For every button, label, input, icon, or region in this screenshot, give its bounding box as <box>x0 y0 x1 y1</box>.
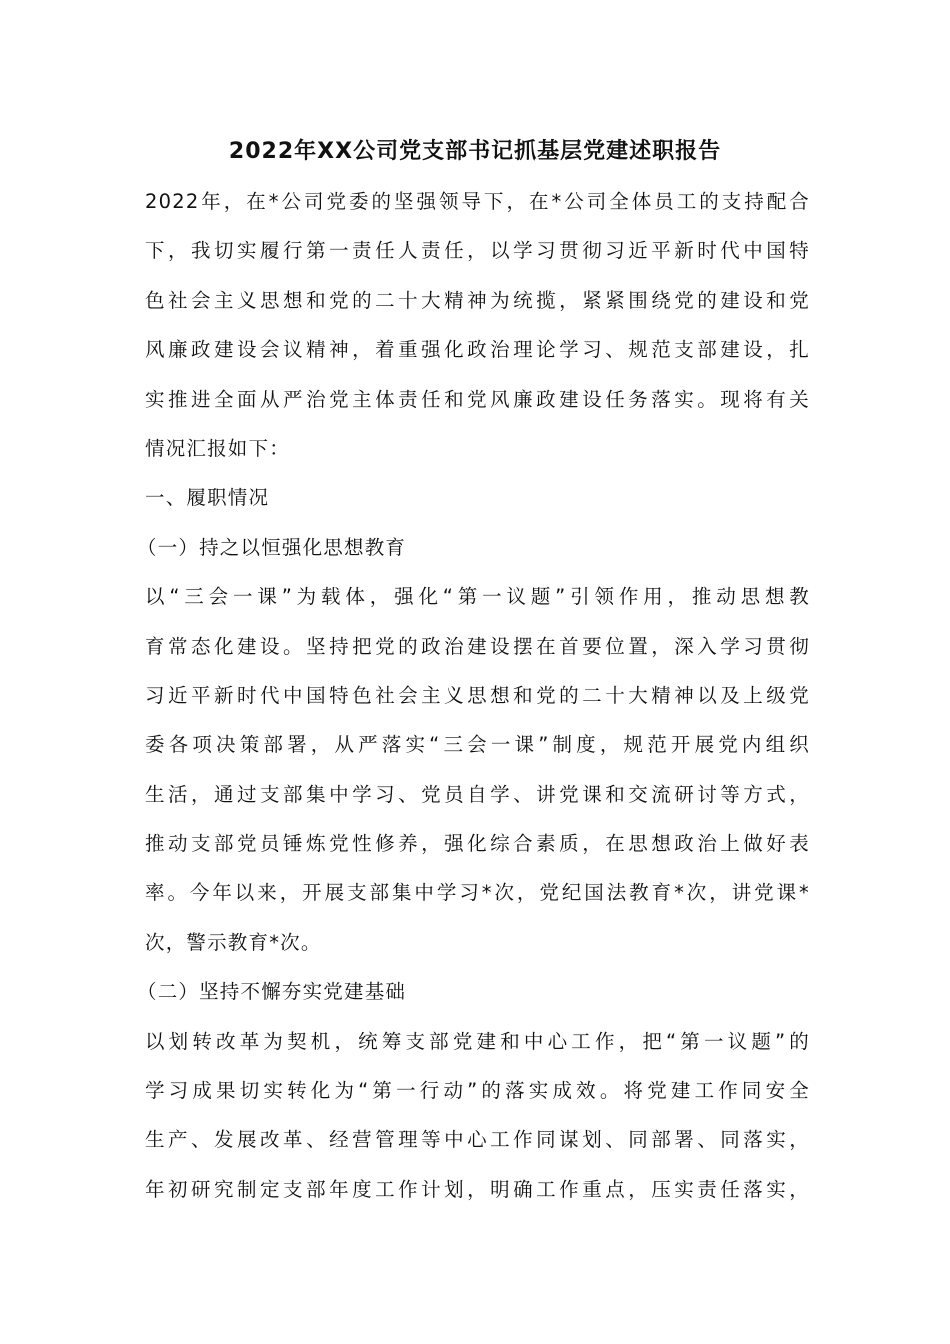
body-line: 情况汇报如下： <box>145 436 290 460</box>
body-line: 率。今年以来，开展支部集中学习*次，党纪国法教育*次，讲党课* <box>145 881 810 905</box>
document-title: 2022年XX公司党支部书记抓基层党建述职报告 <box>228 139 722 164</box>
body-line: 一、履职情况 <box>145 486 270 510</box>
body-line: 生产、发展改革、经营管理等中心工作同谋划、同部署、同落实， <box>145 1128 810 1152</box>
body-line: 推动支部党员锤炼党性修养，强化综合素质，在思想政治上做好表 <box>145 832 810 856</box>
body-line: 风廉政建设会议精神，着重强化政治理论学习、规范支部建设，扎 <box>145 338 810 362</box>
body-line: 习近平新时代中国特色社会主义思想和党的二十大精神以及上级党 <box>145 683 810 707</box>
body-line: 下，我切实履行第一责任人责任，以学习贯彻习近平新时代中国特 <box>145 239 810 263</box>
body-line: 学习成果切实转化为“第一行动”的落实成效。将党建工作同安全 <box>145 1079 810 1103</box>
body-line: 年初研究制定支部年度工作计划，明确工作重点，压实责任落实， <box>145 1177 810 1201</box>
body-line: 以划转改革为契机，统筹支部党建和中心工作，把“第一议题”的 <box>145 1029 810 1053</box>
body-line: 以“三会一课”为载体，强化“第一议题”引领作用，推动思想教 <box>145 585 810 609</box>
body-line: 2022年，在*公司党委的坚强领导下，在*公司全体员工的支持配合 <box>145 190 810 213</box>
body-line: 生活，通过支部集中学习、党员自学、讲党课和交流研讨等方式， <box>145 782 810 806</box>
body-line: 育常态化建设。坚持把党的政治建设摆在首要位置，深入学习贯彻 <box>145 634 810 658</box>
document-body <box>137 177 810 1214</box>
body-line: 色社会主义思想和党的二十大精神为统揽，紧紧围绕党的建设和党 <box>145 288 810 312</box>
body-line: （二）坚持不懈夯实党建基础 <box>137 980 407 1004</box>
body-line: （一）持之以恒强化思想教育 <box>137 535 407 559</box>
body-line: 委各项决策部署，从严落实“三会一课”制度，规范开展党内组织 <box>145 733 810 757</box>
body-line: 实推进全面从严治党主体责任和党风廉政建设任务落实。现将有关 <box>145 387 810 411</box>
body-line: 次，警示教育*次。 <box>145 930 322 954</box>
